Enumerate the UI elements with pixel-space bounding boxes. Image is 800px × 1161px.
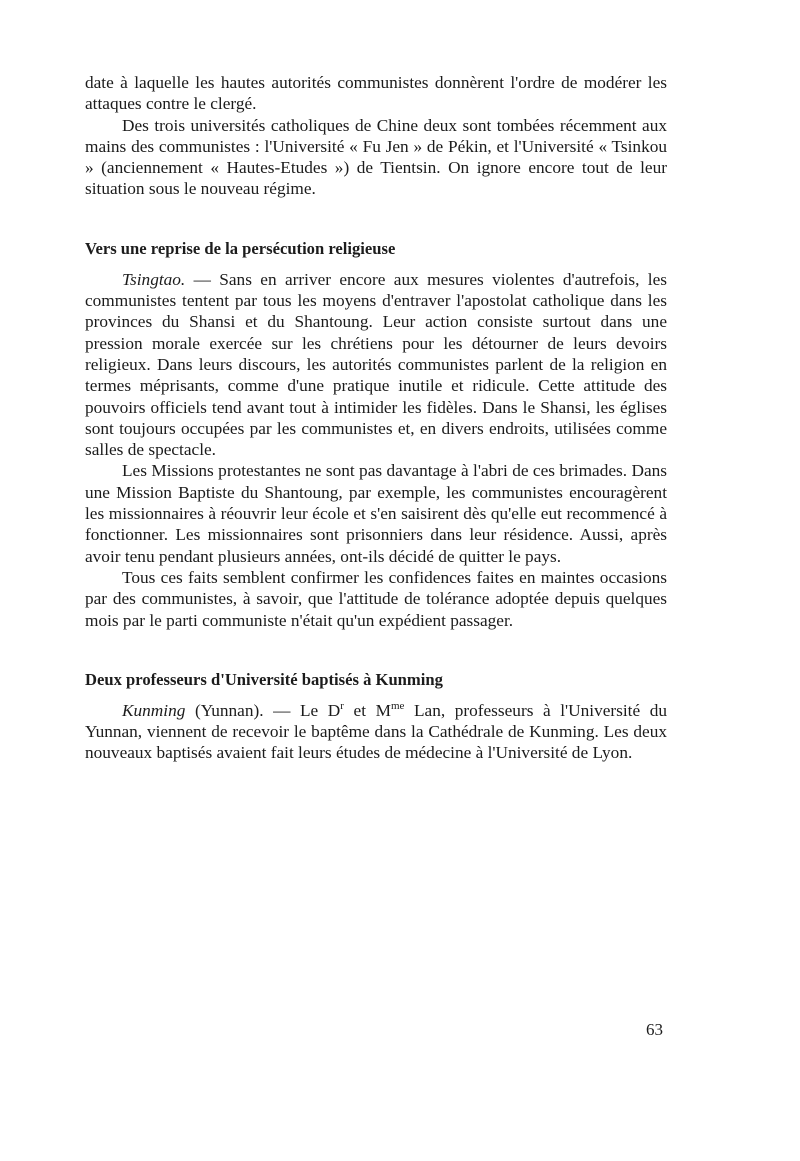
place-name: Tsingtao. (122, 269, 186, 289)
place-name: Kunming (122, 700, 186, 720)
paragraph-tolerance: Tous ces faits semblent confirmer les confidences faites en maintes occasions par des communistes, à savoir, que l'attitude de tolérance adoptée depuis quelques mois par le parti communiste n'était qu'un expédient passager. (85, 567, 667, 630)
paragraph-protestant-missions: Les Missions protestantes ne sont pas davantage à l'abri de ces brimades. Dans une Mission Baptiste du Shantoung, par exemple, les communistes encouragèrent les missionnaires à réouvrir leur école et s'en saisirent dès qu'elle eut recommencé à fonctionner. Les missionnaires sont prisonniers dans leur résidence. Aussi, après avoir tenu pendant plusieurs années, ont-ils décidé de quitter le pays. (85, 461, 667, 566)
paragraph-universities: Des trois universités catholiques de Chine deux sont tombées récemment aux mains des communistes : l'Université « Fu Jen » de Pékin, et l'Université « Tsinkou » (anciennement « Hautes-Etudes ») de Tientsin. On ignore encore tout de leur situation sous le nouveau régime. (85, 115, 667, 199)
paragraph-text: — Sans en arriver encore aux mesures violentes d'autrefois, les communistes tentent par tous les moyens d'entraver l'apostolat catholique dans les provinces du Shansi et du Shantoung. Leur action consiste surtout dans une pression morale exercée sur les chrétiens pour les détourner de leurs devoirs religieux. Dans leurs discours, les autorités communistes parlent de la religion en termes méprisants, comme d'une pratique inutile et ridicule. Cette attitude des pouvoirs officiels tend avant tout à intimider les fidèles. Dans le Shansi, les églises sont toujours occupées par les communistes et, en divers endroits, utilisées comme salles de spectacle. (85, 269, 667, 460)
paragraph-continuation: date à laquelle les hautes autorités communistes donnèrent l'ordre de modérer les attaques contre le clergé. (85, 73, 667, 114)
paragraph-tsingtao (85, 269, 667, 461)
page-number: 63 (646, 1020, 663, 1039)
page-content (85, 72, 667, 764)
section-heading-baptism: Deux professeurs d'Université baptisés à Kunming (85, 669, 443, 689)
section-heading-persecution: Vers une reprise de la persécution religieuse (85, 238, 396, 258)
paragraph-kunming: Kunming (Yunnan). — Le $D^r$ et $M^{me}$ Lan, professeurs à l'Université du Yunnan, viennent de recevoir le baptême dans la Cathédrale de Kunming. Les deux nouveaux baptisés avaient fait leurs études de médecine à l'Université de Lyon. (85, 699, 667, 763)
